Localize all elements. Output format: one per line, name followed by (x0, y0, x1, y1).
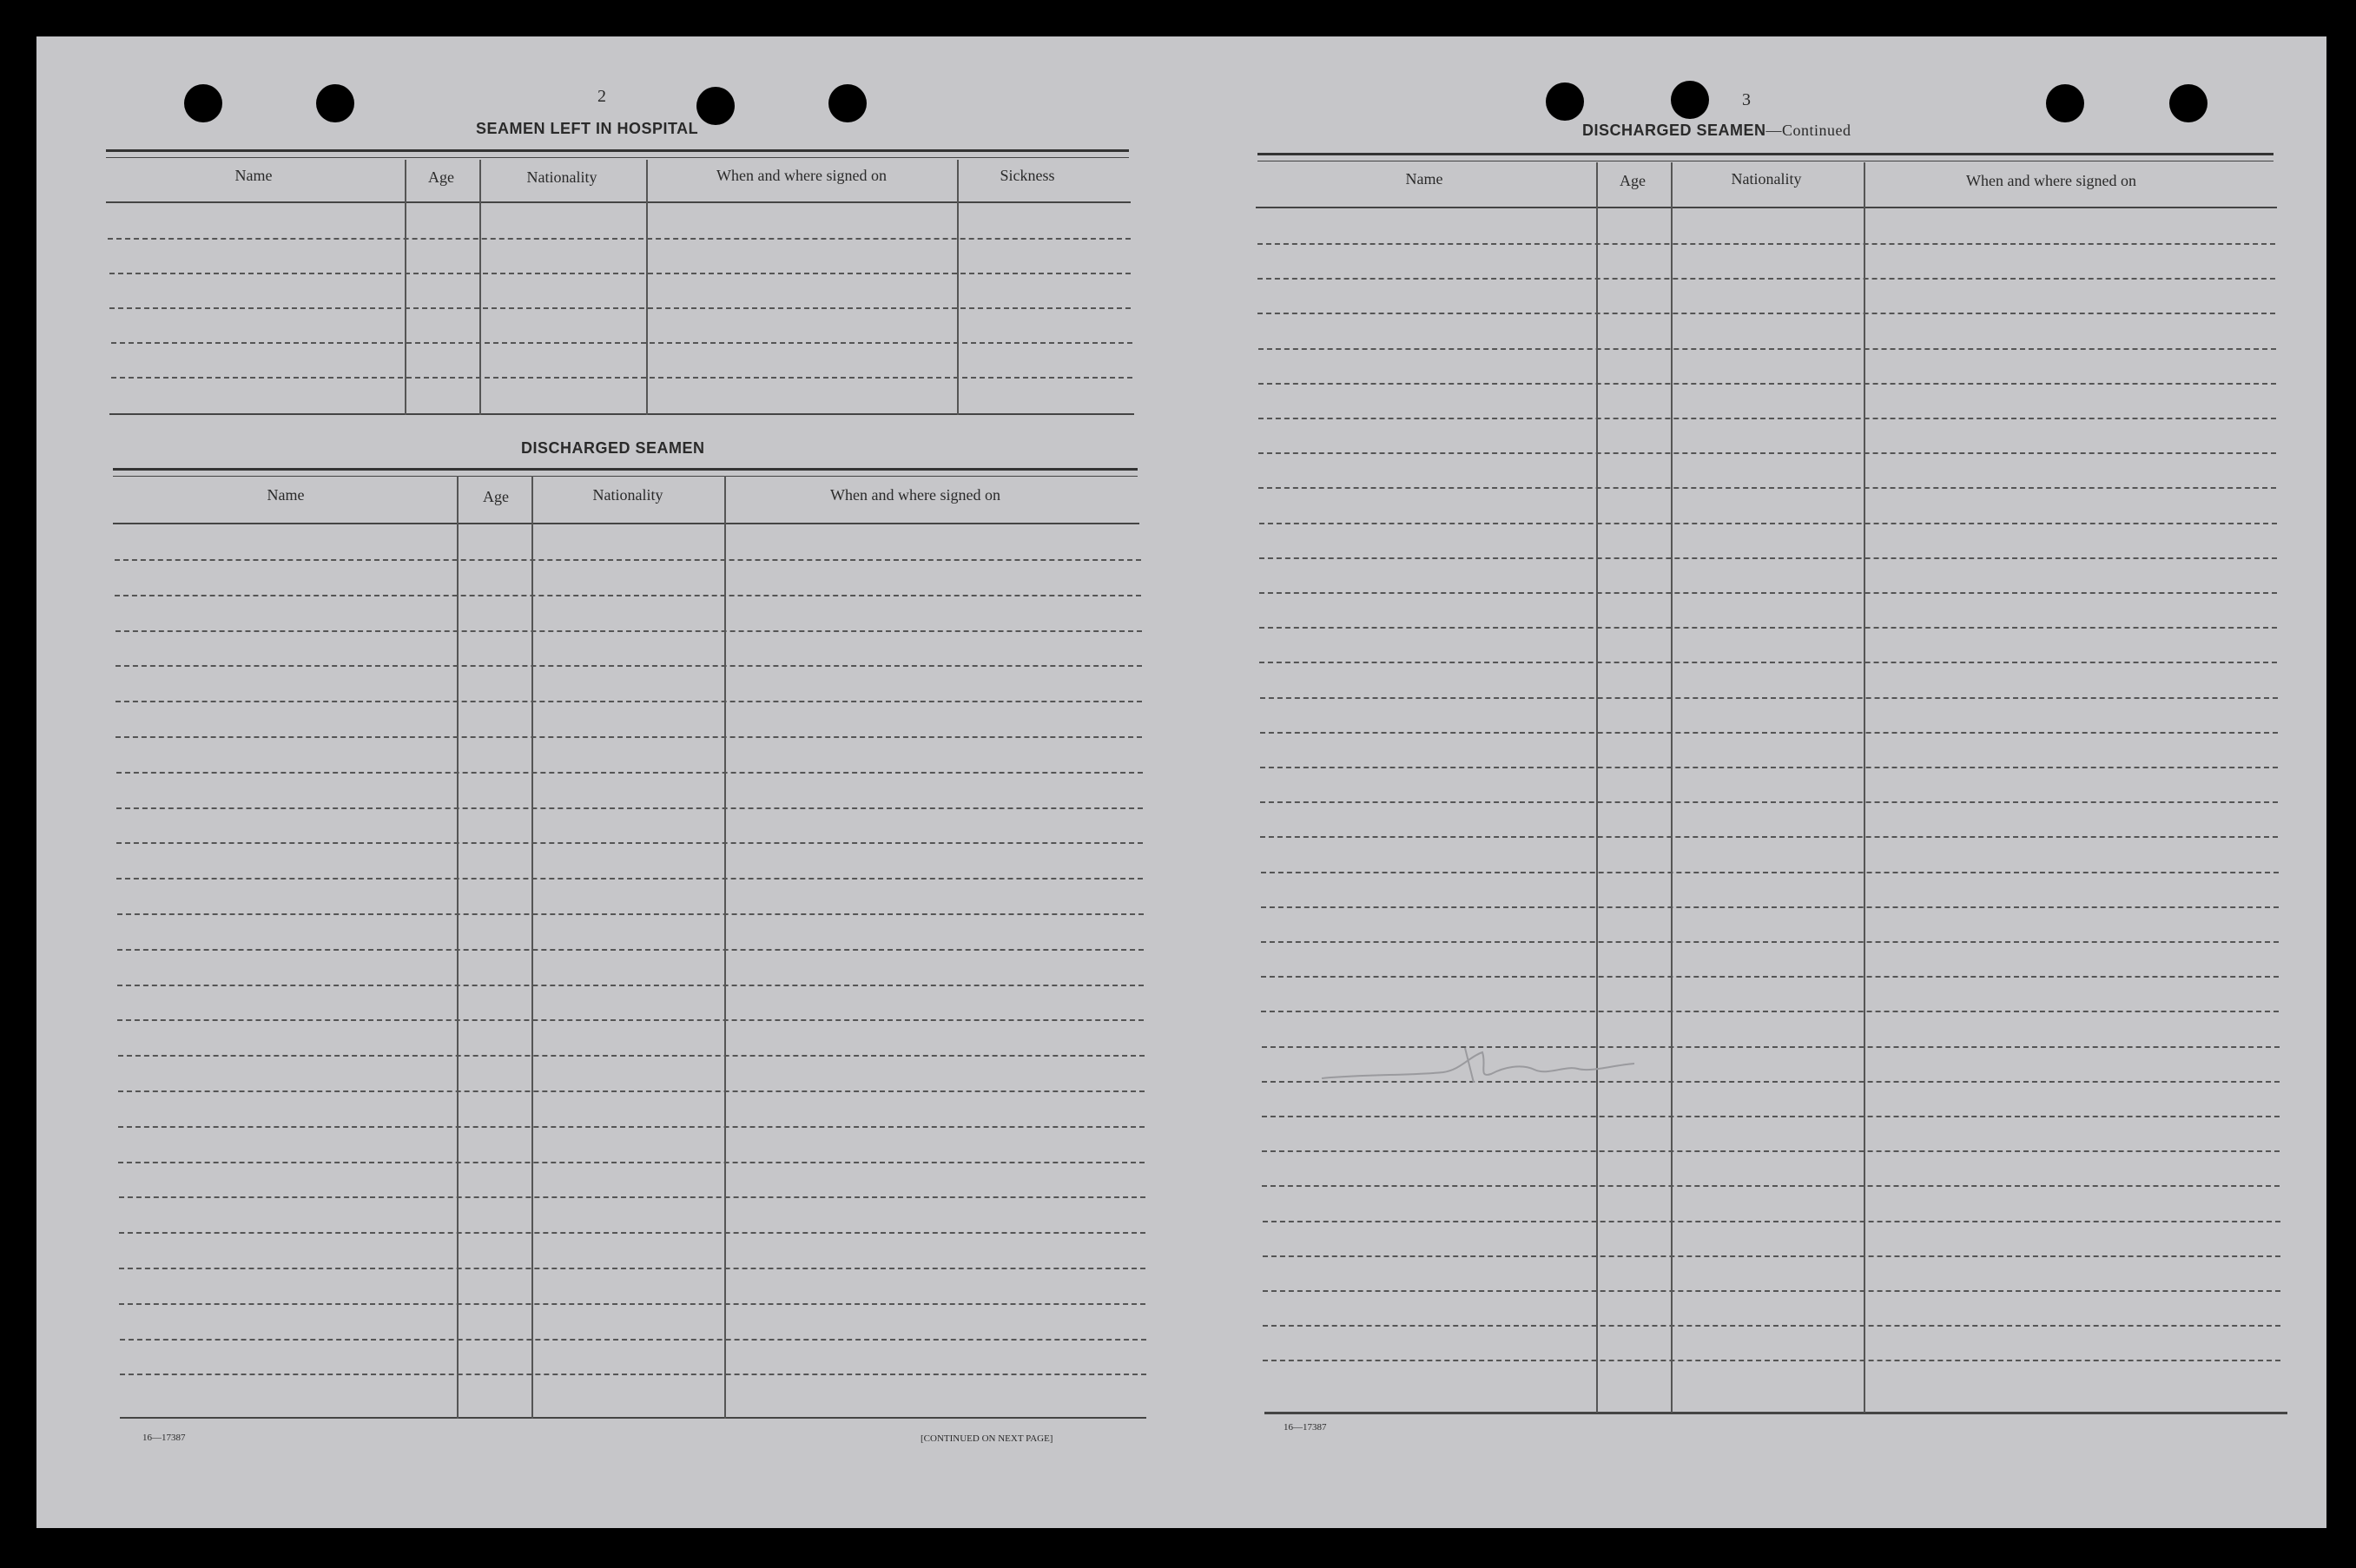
right-section-title-suffix: —Continued (1765, 122, 1851, 139)
discharged-col-signed-on: When and where signed on (830, 486, 1000, 504)
right-top-rule (1257, 153, 2274, 161)
punch-hole (2169, 84, 2208, 122)
form-sheet (36, 36, 2326, 1528)
table-row (1262, 1150, 2280, 1152)
table-row (119, 1232, 1145, 1234)
table-row (1262, 1116, 2280, 1117)
column-divider (531, 476, 533, 1419)
right-form-number: 16—17387 (1284, 1422, 1327, 1433)
table-row (117, 949, 1144, 951)
table-row (1257, 313, 2275, 314)
table-row (1261, 976, 2279, 978)
right-section-title (1582, 122, 1851, 140)
table-row (120, 1374, 1146, 1375)
hospital-col-age: Age (428, 168, 454, 186)
left-form-number: 16—17387 (142, 1433, 186, 1443)
right-col-name: Name (1405, 170, 1443, 188)
table-row (115, 701, 1142, 702)
table-row (109, 307, 1131, 309)
table-row (1260, 732, 2278, 734)
hospital-col-signed-on: When and where signed on (716, 167, 887, 184)
table-row (1263, 1325, 2280, 1327)
table-row (1263, 1360, 2280, 1361)
table-row (116, 878, 1143, 880)
column-divider (1596, 162, 1598, 1413)
discharged-col-age: Age (483, 488, 509, 505)
punch-hole (2046, 84, 2084, 122)
table-row (116, 772, 1143, 774)
table-row (1258, 452, 2276, 454)
table-row (1263, 1221, 2280, 1222)
table-row (115, 665, 1142, 667)
table-row (1260, 836, 2278, 838)
hospital-bottom-rule (109, 413, 1134, 415)
table-row (119, 1268, 1145, 1269)
right-col-age: Age (1620, 172, 1646, 189)
discharged-col-nationality: Nationality (592, 486, 663, 504)
discharged-header-rule (113, 523, 1139, 524)
table-row (1261, 906, 2279, 908)
table-row (119, 1196, 1145, 1198)
table-row (115, 559, 1141, 561)
right-col-signed-on: When and where signed on (1966, 172, 2136, 189)
discharged-top-rule (113, 468, 1138, 477)
hospital-header-rule (106, 201, 1131, 203)
right-header-rule (1256, 207, 2277, 208)
punch-hole (316, 84, 354, 122)
right-col-nationality: Nationality (1731, 170, 1802, 188)
column-divider (479, 160, 481, 415)
table-row (1258, 418, 2276, 419)
column-divider (646, 160, 648, 415)
left-page-number: 2 (597, 87, 606, 106)
hospital-col-name: Name (234, 167, 273, 184)
table-row (115, 630, 1142, 632)
table-row (117, 1019, 1144, 1021)
table-row (115, 595, 1141, 596)
table-row (1261, 941, 2279, 943)
table-row (1257, 243, 2275, 245)
table-row (111, 342, 1132, 344)
table-row (1261, 872, 2279, 873)
discharged-col-name: Name (267, 486, 305, 504)
table-row (120, 1339, 1146, 1341)
table-row (109, 273, 1131, 274)
right-bottom-rule (1264, 1412, 2287, 1414)
table-row (1261, 1011, 2279, 1012)
table-row (1260, 697, 2278, 699)
column-divider (405, 160, 406, 415)
punch-hole (1546, 82, 1584, 121)
table-row (1259, 662, 2277, 663)
table-row (118, 1162, 1145, 1163)
discharged-section-title: DISCHARGED SEAMEN (521, 439, 705, 457)
table-row (1263, 1255, 2280, 1257)
punch-hole (696, 87, 735, 125)
table-row (117, 985, 1144, 986)
hospital-col-sickness: Sickness (1000, 167, 1055, 184)
table-row (118, 1090, 1145, 1092)
table-row (116, 842, 1143, 844)
table-row (1258, 487, 2276, 489)
table-row (1259, 592, 2277, 594)
table-row (1259, 557, 2277, 559)
punch-hole (184, 84, 222, 122)
punch-hole (1671, 81, 1709, 119)
table-row (116, 807, 1143, 809)
column-divider (457, 476, 459, 1419)
table-row (111, 377, 1132, 379)
table-row (1258, 383, 2276, 385)
hospital-col-nationality: Nationality (526, 168, 597, 186)
table-row (117, 913, 1144, 915)
table-row (119, 1303, 1145, 1305)
handwritten-signature (1313, 1039, 1643, 1091)
table-row (108, 238, 1131, 240)
table-row (115, 736, 1142, 738)
table-row (1260, 801, 2278, 803)
right-section-title-text: DISCHARGED SEAMEN (1582, 122, 1766, 139)
table-row (1257, 278, 2275, 280)
column-divider (1671, 162, 1673, 1413)
column-divider (1864, 162, 1865, 1413)
table-row (1259, 627, 2277, 629)
table-row (118, 1055, 1145, 1057)
right-page-number: 3 (1742, 90, 1751, 109)
table-row (118, 1126, 1145, 1128)
discharged-bottom-rule (120, 1417, 1146, 1419)
table-row (1260, 767, 2278, 768)
table-row (1259, 523, 2277, 524)
continued-note: [CONTINUED ON NEXT PAGE] (921, 1433, 1053, 1444)
hospital-top-rule (106, 149, 1129, 158)
table-row (1262, 1185, 2280, 1187)
table-row (1258, 348, 2276, 350)
column-divider (957, 160, 959, 415)
punch-hole (828, 84, 867, 122)
hospital-section-title: SEAMEN LEFT IN HOSPITAL (476, 120, 699, 137)
table-row (1263, 1290, 2280, 1292)
column-divider (724, 476, 726, 1419)
